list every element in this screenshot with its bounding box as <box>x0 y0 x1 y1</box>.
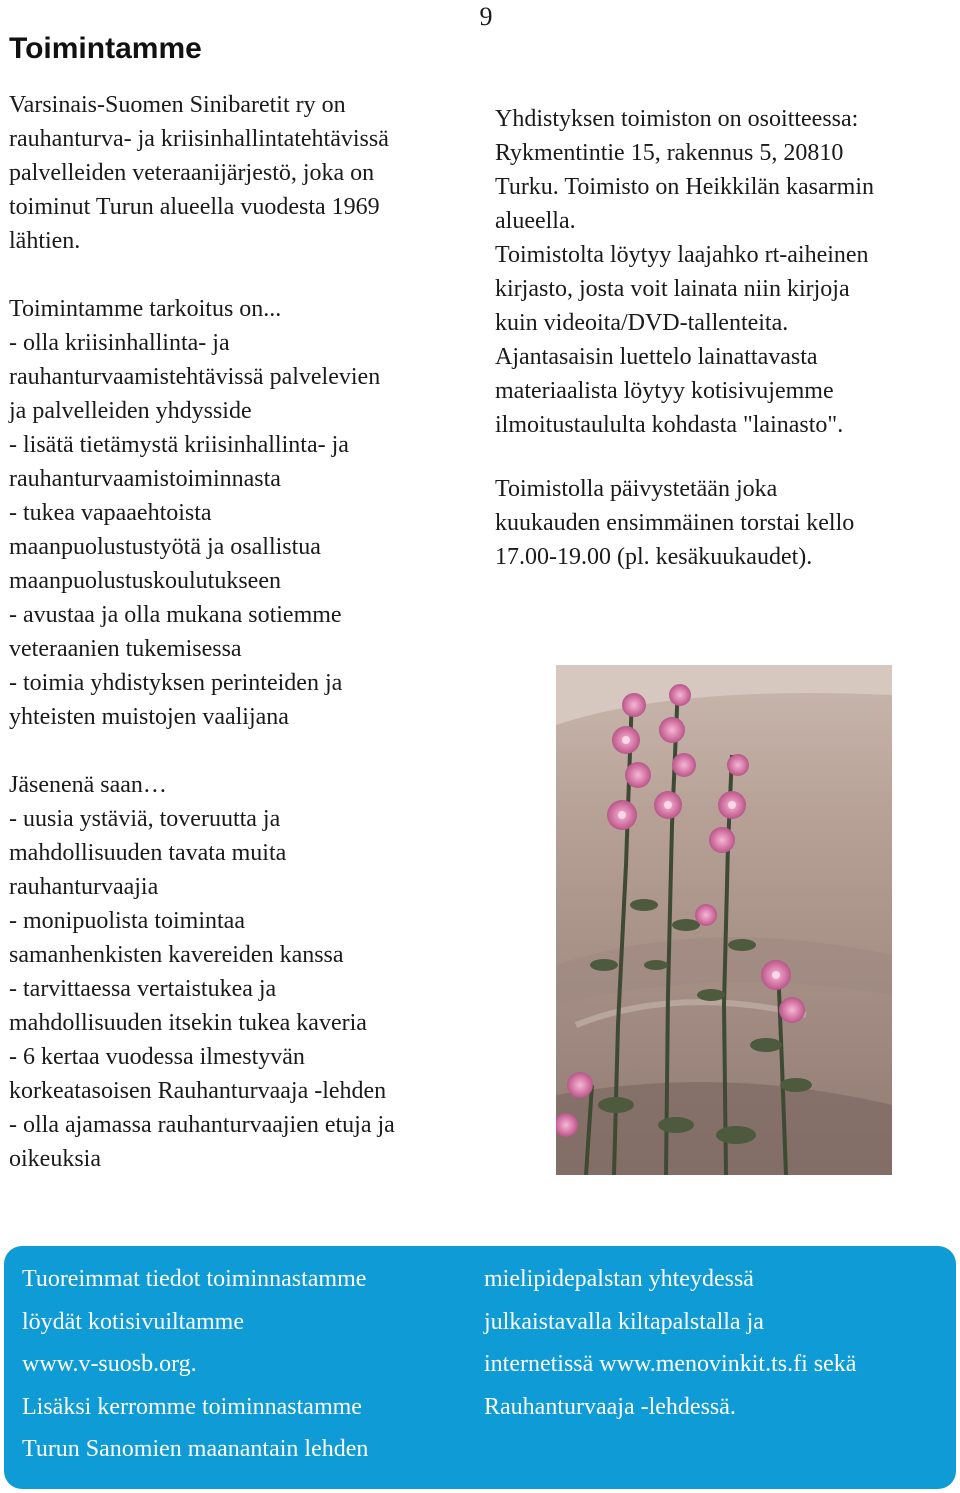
intro-line: palvelleiden veteraanijärjestö, joka on <box>9 160 375 186</box>
purpose-line: - tukea vapaaehtoista <box>9 500 212 526</box>
info-line: Tuoreimmat tiedot toiminnastamme <box>22 1266 367 1292</box>
intro-line: Varsinais-Suomen Sinibaretit ry on <box>9 92 346 118</box>
intro-line: toiminut Turun alueella vuodesta 1969 <box>9 194 380 220</box>
left-column <box>9 88 479 1176</box>
member-line: mahdollisuuden tavata muita <box>9 840 287 866</box>
office-line: ilmoitustaululta kohdasta "lainasto". <box>495 412 844 438</box>
purpose-line: Toimintamme tarkoitus on... <box>9 296 282 322</box>
office-line: Toimistolta löytyy laajahko rt-aiheinen <box>495 242 869 268</box>
intro-line: rauhanturva- ja kriisinhallintatehtävissä <box>9 126 389 152</box>
info-line: Lisäksi kerromme toiminnastamme <box>22 1393 362 1420</box>
member-line: - 6 kertaa vuodessa ilmestyvän <box>9 1044 305 1070</box>
member-line: - olla ajamassa rauhanturvaajien etuja ja <box>9 1112 395 1138</box>
member-benefits-list <box>9 768 479 1176</box>
info-line: Turun Sanomien maanantain lehden <box>22 1436 369 1462</box>
spacer <box>9 734 479 768</box>
purpose-line: rauhanturvaamistehtävissä palvelevien <box>9 364 381 390</box>
office-line: kirjasto, josta voit lainata niin kirjoja <box>495 276 850 302</box>
purpose-line: maanpuolustuskoulutukseen <box>9 568 281 594</box>
office-line: Ajantasaisin luettelo lainattavasta <box>495 344 818 370</box>
member-line: - tarvittaessa vertaistukea ja <box>9 976 277 1002</box>
spacer <box>9 258 479 292</box>
info-line: internetissä www.menovinkit.ts.fi sekä <box>484 1351 857 1377</box>
duty-line: 17.00-19.00 (pl. kesäkuukaudet). <box>495 544 813 570</box>
info-line: julkaistavalla kiltapalstalla ja <box>484 1308 764 1335</box>
duty-line: kuukauden ensimmäinen torstai kello <box>495 510 855 536</box>
purpose-line: rauhanturvaamistoiminnasta <box>9 466 281 492</box>
purpose-list <box>9 292 479 734</box>
member-line: oikeuksia <box>9 1146 101 1172</box>
member-line: mahdollisuuden itsekin tukea kaveria <box>9 1010 367 1036</box>
purpose-line: yhteisten muistojen vaalijana <box>9 704 289 730</box>
intro-line: lähtien. <box>9 228 81 254</box>
office-line: Turku. Toimisto on Heikkilän kasarmin <box>495 174 874 200</box>
page-title: Toimintamme <box>9 32 202 65</box>
member-line: Jäsenenä saan… <box>9 772 167 798</box>
office-line: materiaalista löytyy kotisivujemme <box>495 378 834 404</box>
office-line: Rykmentintie 15, rakennus 5, 20810 <box>495 140 844 166</box>
info-box-left-column <box>22 1258 472 1471</box>
office-line: Yhdistyksen toimiston on osoitteessa: <box>495 106 859 132</box>
purpose-line: - avustaa ja olla mukana sotiemme <box>9 602 342 628</box>
duty-line: Toimistolla päivystetään joka <box>495 476 778 502</box>
hollyhock-photo <box>556 665 892 1175</box>
purpose-line: - olla kriisinhallinta- ja <box>9 330 230 356</box>
info-box <box>4 1246 956 1489</box>
member-line: - monipuolista toimintaa <box>9 908 245 934</box>
purpose-line: veteraanien tukemisessa <box>9 636 242 662</box>
intro-paragraph <box>9 88 479 258</box>
office-line: kuin videoita/DVD-tallenteita. <box>495 310 789 336</box>
info-line: löydät kotisivuiltamme <box>22 1308 244 1335</box>
duty-paragraph <box>495 472 955 574</box>
purpose-line: - toimia yhdistyksen perinteiden ja <box>9 670 343 696</box>
member-line: - uusia ystäviä, toveruutta ja <box>9 806 281 832</box>
info-line: mielipidepalstan yhteydessä <box>484 1266 754 1292</box>
office-line: alueella. <box>495 208 576 234</box>
purpose-line: maanpuolustustyötä ja osallistua <box>9 534 321 560</box>
info-line: www.v-suosb.org. <box>22 1351 197 1377</box>
member-line: rauhanturvaajia <box>9 874 159 900</box>
member-line: samanhenkisten kavereiden kanssa <box>9 942 344 968</box>
info-box-right-column <box>484 1258 944 1428</box>
right-column <box>495 102 955 574</box>
purpose-line: ja palvelleiden yhdysside <box>9 398 252 424</box>
page-number: 9 <box>479 2 493 31</box>
purpose-line: - lisätä tietämystä kriisinhallinta- ja <box>9 432 349 458</box>
info-line: Rauhanturvaaja -lehdessä. <box>484 1393 736 1420</box>
member-line: korkeatasoisen Rauhanturvaaja -lehden <box>9 1078 387 1104</box>
office-paragraph <box>495 102 955 442</box>
spacer <box>495 442 955 472</box>
